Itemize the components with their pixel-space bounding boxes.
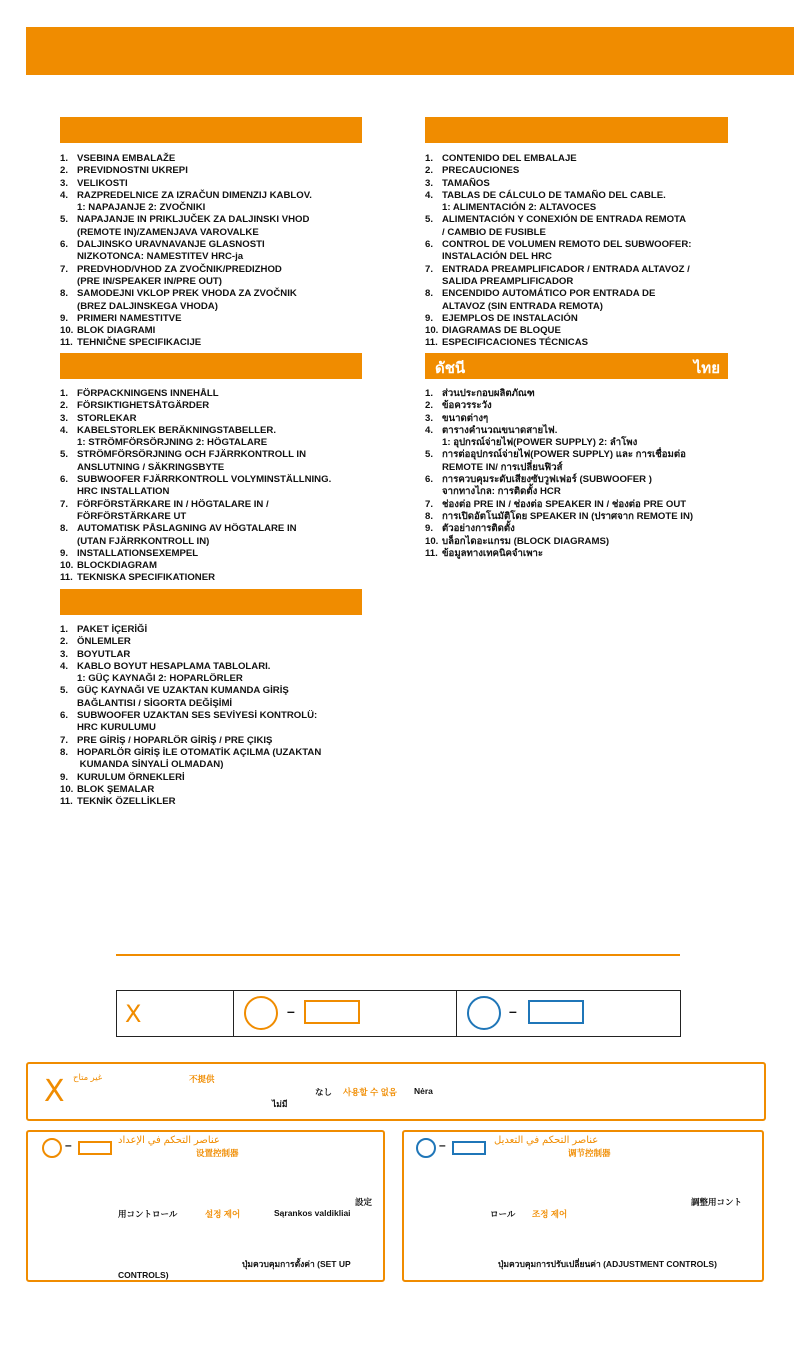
toc-item-number: 5.: [60, 214, 69, 226]
toc-item-number: 7.: [425, 263, 434, 275]
toc-item-text: ตารางคำนวณขนาดสายไฟ.: [442, 424, 558, 436]
toc-item-number: 10.: [60, 560, 74, 572]
toc-item-text: 1: ALIMENTACIÓN 2: ALTAVOCES: [442, 202, 597, 214]
toc-item: [425, 400, 785, 412]
toc-item-text: BLOCKDIAGRAM: [77, 560, 157, 572]
toc-item-text: PRECAUCIONES: [442, 165, 520, 177]
toc-item-text: 1: STRÖMFÖRSÖRJNING 2: HÖGTALARE: [77, 437, 268, 449]
toc-item-text: DALJINSKO URAVNAVANJE GLASNOSTI: [77, 239, 265, 251]
toc-item-number: 8.: [60, 746, 69, 758]
blue-circle-icon: [467, 996, 501, 1030]
note-korean: 설정 제어: [205, 1209, 241, 1219]
section-header-turkish: [60, 589, 362, 615]
toc-item-number: 1.: [60, 153, 69, 164]
toc-item-text: AUTOMATISK PÅSLAGNING AV HÖGTALARE IN: [77, 523, 297, 535]
toc-item-text: FÖRSIKTIGHETSÅTGÄRDER: [77, 400, 210, 412]
toc-item-text: ANSLUTNING / SÄKRINGSBYTE: [77, 461, 225, 473]
toc-item-text: BAĞLANTISI / SİGORTA DEĞİŞİMİ: [77, 697, 233, 709]
toc-item-number: 2.: [60, 636, 69, 648]
thai-language-label: ไทย: [693, 360, 720, 377]
toc-item-text: ALIMENTACIÓN Y CONEXIÓN DE ENTRADA REMOTA: [442, 214, 687, 226]
toc-item-number: 1.: [60, 388, 69, 399]
toc-item-text: ขนาดต่างๆ: [442, 412, 489, 424]
toc-item-number: 5.: [425, 449, 434, 461]
toc-item: [425, 523, 785, 535]
toc-item-number: 7.: [60, 734, 69, 746]
note-lithuanian: Sąrankos valdikliai: [274, 1208, 351, 1218]
toc-item: [425, 388, 785, 400]
dash-separator: –: [65, 1138, 72, 1152]
toc-item: [425, 499, 785, 511]
section-header-thai: [425, 353, 728, 379]
toc-item-number: 3.: [425, 177, 434, 189]
toc-item-text: STORLEKAR: [77, 412, 137, 424]
toc-item-number: 3.: [60, 648, 69, 660]
divider-line: [116, 954, 680, 956]
toc-item-number: 5.: [425, 214, 434, 226]
toc-item: [60, 276, 380, 288]
toc-item: [425, 474, 785, 486]
toc-item-number: 10.: [425, 535, 439, 547]
toc-item-text: VSEBINA EMBALAŽE: [77, 153, 176, 164]
toc-item-number: 9.: [60, 547, 69, 559]
toc-item-text: NAPAJANJE IN PRIKLJUČEK ZA DALJINSKI VHOD: [77, 214, 310, 226]
toc-item-number: 3.: [60, 177, 69, 189]
toc-item: [60, 710, 390, 722]
toc-item-number: 1.: [60, 624, 69, 635]
toc-item-number: 5.: [60, 685, 69, 697]
toc-item-text: บล็อกไดอะแกรม (BLOCK DIAGRAMS): [442, 535, 610, 547]
toc-item-text: FÖRPACKNINGENS INNEHÅLL: [77, 388, 219, 399]
toc-item-text: PREDVHOD/VHOD ZA ZVOČNIK/PREDIZHOD: [77, 263, 282, 275]
toc-item: [425, 413, 785, 425]
toc-item-text: ข้อมูลทางเทคนิคจำเพาะ: [442, 547, 544, 559]
toc-item-text: INSTALACIÓN DEL HRC: [442, 251, 552, 263]
toc-item: [425, 276, 745, 288]
toc-item: [60, 511, 390, 523]
toc-item-text: RAZPREDELNICE ZA IZRAČUN DIMENZIJ KABLOV.: [77, 189, 312, 201]
toc-item: [425, 251, 745, 263]
toc-item: [425, 165, 745, 177]
toc-item-text: / CAMBIO DE FUSIBLE: [442, 226, 546, 238]
toc-item-text: TAMAÑOS: [442, 177, 490, 189]
dash-separator: –: [287, 1003, 295, 1019]
toc-item-text: ÖNLEMLER: [77, 636, 131, 648]
note-japanese-a: 調整用コント: [691, 1197, 743, 1207]
toc-item: [60, 523, 390, 535]
toc-item-number: 4.: [425, 424, 434, 436]
toc-item: [425, 536, 785, 548]
toc-item-number: 7.: [60, 498, 69, 510]
toc-item-text: (UTAN FJÄRRKONTROLL IN): [77, 535, 210, 547]
toc-item-text: 1: NAPAJANJE 2: ZVOČNIKI: [77, 202, 206, 214]
toc-item: [60, 486, 390, 498]
toc-item-text: PRIMERI NAMESTITVE: [77, 312, 182, 324]
toc-item-number: 10.: [60, 325, 74, 337]
toc-item-text: VELIKOSTI: [77, 177, 128, 189]
toc-item-text: TEKNISKA SPECIFIKATIONER: [77, 572, 216, 584]
orange-rect-icon: [304, 1000, 360, 1024]
toc-item: [60, 747, 390, 759]
note-japanese-a: 設定: [355, 1197, 373, 1207]
toc-item-text: KABELSTORLEK BERÄKNINGSTABELLER.: [77, 424, 276, 436]
toc-item: [60, 400, 390, 412]
toc-item-text: การเปิดอัตโนมัติโดย SPEAKER IN (ปราศจาก REMOTE IN): [442, 510, 694, 522]
dash-separator: –: [439, 1138, 446, 1152]
toc-item: [425, 425, 785, 437]
blue-rect-icon: [528, 1000, 584, 1024]
toc-item: [60, 685, 390, 697]
toc-item: [60, 784, 390, 796]
note-none-jp: なし: [315, 1087, 333, 1097]
toc-item-text: KURULUM ÖRNEKLERİ: [77, 771, 185, 783]
toc-item-text: ALTAVOZ (SIN ENTRADA REMOTA): [442, 300, 603, 312]
toc-item: [60, 313, 380, 325]
toc-item-number: 3.: [60, 412, 69, 424]
legend-cell-set-up: [234, 991, 457, 1036]
toc-item-text: (REMOTE IN)/ZAMENJAVA VAROVALKE: [77, 226, 259, 238]
toc-item-text: NIZKOTONCA: NAMESTITEV HRC-ja: [77, 251, 244, 263]
toc-item-number: 4.: [60, 189, 69, 201]
toc-item: [60, 190, 380, 202]
toc-item-text: DIAGRAMAS DE BLOQUE: [442, 325, 561, 337]
toc-item: [60, 449, 390, 461]
toc-item: [425, 153, 745, 165]
x-icon: X: [44, 1074, 65, 1109]
toc-item-number: 9.: [60, 312, 69, 324]
toc-item: [60, 251, 380, 263]
toc-item-number: 2.: [60, 165, 69, 177]
toc-item-number: 8.: [60, 523, 69, 535]
toc-item: [60, 388, 390, 400]
toc-item-text: BOYUTLAR: [77, 648, 131, 660]
note-japanese-b: 用コントロール: [118, 1209, 178, 1219]
note-adjustment-controls: [402, 1130, 764, 1282]
toc-item: [60, 165, 380, 177]
toc-item: [60, 673, 390, 685]
toc-item-text: TABLAS DE CÁLCULO DE TAMAÑO DEL CABLE.: [442, 189, 666, 201]
toc-item-text: SAMODEJNI VKLOP PREK VHODA ZA ZVOČNIK: [77, 288, 297, 300]
toc-item-text: PREVIDNOSTNI UKREPI: [77, 165, 188, 177]
toc-item: [60, 560, 390, 572]
note-thai: ปุ่มควบคุมการตั้งค่า (SET UP: [242, 1259, 351, 1269]
toc-item: [60, 202, 380, 214]
toc-item-text: 1: GÜÇ KAYNAĞI 2: HOPARLÖRLER: [77, 673, 243, 685]
toc-item-text: PRE GİRİŞ / HOPARLÖR GİRİŞ / PRE ÇIKIŞ: [77, 734, 273, 746]
legend-cell-adjustment: [457, 991, 680, 1036]
toc-item: [425, 301, 745, 313]
toc-item-number: 7.: [425, 498, 434, 510]
toc-item-number: 10.: [60, 783, 74, 795]
toc-spanish: [425, 153, 745, 350]
toc-item-text: BLOK DIAGRAMI: [77, 325, 156, 337]
toc-item-number: 2.: [425, 165, 434, 177]
toc-item-text: STRÖMFÖRSÖRJNING OCH FJÄRRKONTROLL IN: [77, 449, 307, 461]
toc-item-number: 10.: [425, 325, 439, 337]
toc-item-text: FÖRFÖRSTÄRKARE IN / HÖGTALARE IN /: [77, 498, 269, 510]
toc-item-text: การควบคุมระดับเสียงซับวูฟเฟอร์ (SUBWOOFER ): [442, 474, 652, 486]
toc-item-number: 11.: [425, 337, 438, 349]
toc-item-number: 1.: [425, 388, 434, 399]
toc-item-text: FÖRFÖRSTÄRKARE UT: [77, 510, 187, 522]
toc-item-text: KABLO BOYUT HESAPLAMA TABLOLARI.: [77, 660, 271, 672]
toc-item: [425, 486, 785, 498]
toc-item: [60, 325, 380, 337]
note-thai: ไม่มี: [272, 1099, 288, 1109]
toc-item-text: ส่วนประกอบผลิตภัณฑ: [442, 388, 535, 399]
toc-item: [60, 462, 390, 474]
toc-item-text: KUMANDA SİNYALİ OLMADAN): [77, 759, 224, 771]
toc-item-text: ตัวอย่างการติดตั้ง: [442, 523, 515, 535]
toc-item: [60, 499, 390, 511]
toc-item-number: 11.: [60, 572, 73, 584]
note-chinese: 调节控制器: [568, 1148, 611, 1158]
toc-item-text: CONTROL DE VOLUMEN REMOTO DEL SUBWOOFER:: [442, 239, 692, 251]
toc-item-text: GÜÇ KAYNAĞI VE UZAKTAN KUMANDA GİRİŞ: [77, 685, 289, 697]
toc-item: [60, 288, 380, 300]
toc-item-number: 11.: [60, 337, 73, 349]
toc-item: [425, 227, 745, 239]
toc-item-text: (PRE IN/SPEAKER IN/PRE OUT): [77, 275, 222, 287]
toc-item: [60, 153, 380, 165]
toc-swedish: [60, 388, 390, 585]
note-chinese: 设置控制器: [196, 1148, 239, 1158]
toc-item: [60, 722, 390, 734]
toc-item-text: 1: อุปกรณ์จ่ายไฟ(POWER SUPPLY) 2: ลำโพง: [442, 437, 638, 449]
toc-item: [60, 759, 390, 771]
toc-item-text: ช่องต่อ PRE IN / ช่องต่อ SPEAKER IN / ช่องต่อ PRE OUT: [442, 498, 687, 510]
toc-item-text: BLOK ŞEMALAR: [77, 783, 155, 795]
toc-item: [425, 337, 745, 349]
toc-item-text: SUBWOOFER FJÄRRKONTROLL VOLYMINSTÄLLNING.: [77, 474, 332, 486]
toc-item: [60, 413, 390, 425]
toc-item-text: SUBWOOFER UZAKTAN SES SEVİYESİ KONTROLÜ:: [77, 710, 318, 722]
note-thai: ปุ่มควบคุมการปรับเปลี่ยนค่า (ADJUSTMENT CONTROLS): [498, 1259, 717, 1269]
toc-item: [60, 649, 390, 661]
note-chinese: 不提供: [189, 1074, 215, 1084]
thai-index-title: ดัชนี: [435, 360, 466, 377]
toc-item: [60, 735, 390, 747]
toc-item-text: ESPECIFICACIONES TÉCNICAS: [442, 337, 589, 349]
toc-item: [425, 239, 745, 251]
orange-circle-icon: [244, 996, 278, 1030]
toc-item: [60, 572, 390, 584]
toc-item-number: 9.: [60, 771, 69, 783]
blue-circle-icon: [416, 1138, 436, 1158]
toc-item: [60, 301, 380, 313]
toc-item-text: HRC INSTALLATION: [77, 486, 170, 498]
toc-item-number: 2.: [60, 400, 69, 412]
toc-item-text: SALIDA PREAMPLIFICADOR: [442, 275, 574, 287]
toc-item-number: 7.: [60, 263, 69, 275]
toc-item-number: 5.: [60, 449, 69, 461]
toc-item: [60, 474, 390, 486]
x-icon: X: [125, 1000, 142, 1028]
toc-item: [60, 624, 390, 636]
toc-item-text: REMOTE IN/ การเปลี่ยนฟิวส์: [442, 461, 563, 473]
toc-item: [60, 548, 390, 560]
toc-item-number: 9.: [425, 523, 434, 535]
toc-item: [60, 536, 390, 548]
legend-cell-not-available: [117, 991, 234, 1036]
section-header-swedish: [60, 353, 362, 379]
toc-item: [60, 239, 380, 251]
toc-item: [425, 178, 745, 190]
toc-item-text: การต่ออุปกรณ์จ่ายไฟ(POWER SUPPLY) และ การเชื่อมต่อ: [442, 449, 686, 461]
toc-item-text: EJEMPLOS DE INSTALACIÓN: [442, 312, 578, 324]
toc-item-text: ข้อควรระวัง: [442, 400, 492, 412]
toc-item-number: 11.: [60, 796, 73, 808]
toc-item-number: 8.: [60, 288, 69, 300]
toc-item-number: 3.: [425, 412, 434, 424]
toc-item-number: 8.: [425, 510, 434, 522]
toc-item-text: ENTRADA PREAMPLIFICADOR / ENTRADA ALTAVOZ /: [442, 263, 690, 275]
toc-item-number: 6.: [425, 474, 434, 486]
dash-separator: –: [509, 1003, 517, 1019]
toc-item-text: PAKET İÇERİĞİ: [77, 624, 148, 635]
toc-item-number: 8.: [425, 288, 434, 300]
note-lithuanian: Nėra: [414, 1086, 433, 1096]
section-header-slovenian: [60, 117, 362, 143]
toc-item-text: TEHNIČNE SPECIFIKACIJE: [77, 337, 202, 349]
toc-item-text: จากทางไกล: การติดตั้ง HCR: [442, 486, 561, 498]
toc-item-number: 6.: [425, 239, 434, 251]
toc-item: [425, 202, 745, 214]
toc-item-text: HRC KURULUMU: [77, 722, 156, 734]
toc-item-number: 11.: [425, 547, 438, 559]
note-arabic: غير متاح: [73, 1072, 103, 1082]
toc-item: [60, 772, 390, 784]
toc-item: [425, 264, 745, 276]
toc-item: [425, 190, 745, 202]
toc-item-text: TEKNİK ÖZELLİKLER: [77, 796, 176, 808]
toc-thai: [425, 388, 785, 560]
toc-item-number: 4.: [60, 660, 69, 672]
toc-item: [425, 288, 745, 300]
toc-item: [60, 337, 380, 349]
toc-item-number: 4.: [60, 424, 69, 436]
toc-item: [425, 511, 785, 523]
toc-slovenian: [60, 153, 380, 350]
toc-item-number: 6.: [60, 710, 69, 722]
toc-turkish: [60, 624, 390, 808]
toc-item-number: 1.: [425, 153, 434, 164]
toc-item-number: 9.: [425, 312, 434, 324]
toc-item-number: 4.: [425, 189, 434, 201]
blue-rect-icon: [452, 1141, 486, 1155]
toc-item: [425, 437, 785, 449]
toc-item-number: 6.: [60, 474, 69, 486]
toc-item: [60, 661, 390, 673]
note-set-up-controls: [26, 1130, 385, 1282]
toc-item: [425, 449, 785, 461]
toc-item: [60, 698, 390, 710]
orange-circle-icon: [42, 1138, 62, 1158]
toc-item-text: INSTALLATIONSEXEMPEL: [77, 547, 199, 559]
toc-item: [60, 178, 380, 190]
note-korean: 조정 제어: [532, 1209, 568, 1219]
orange-rect-icon: [78, 1141, 112, 1155]
note-not-available: [26, 1062, 766, 1121]
top-banner: [26, 27, 794, 75]
note-thai-2: CONTROLS): [118, 1270, 169, 1280]
note-arabic: عناصر التحكم في الإعداد: [118, 1135, 220, 1146]
toc-item: [425, 214, 745, 226]
note-korean: 사용할 수 없음: [343, 1087, 397, 1097]
toc-item: [60, 214, 380, 226]
note-arabic: عناصر التحكم في التعديل: [494, 1135, 599, 1146]
toc-item: [425, 548, 785, 560]
note-japanese-b: ロール: [490, 1209, 516, 1219]
toc-item: [60, 264, 380, 276]
section-header-spanish: [425, 117, 728, 143]
toc-item-text: ENCENDIDO AUTOMÁTICO POR ENTRADA DE: [442, 288, 656, 300]
toc-item-text: (BREZ DALJINSKEGA VHODA): [77, 300, 218, 312]
toc-item: [60, 227, 380, 239]
control-legend-table: [116, 990, 681, 1037]
toc-item: [425, 462, 785, 474]
toc-item-number: 2.: [425, 400, 434, 412]
toc-item: [60, 636, 390, 648]
toc-item: [425, 325, 745, 337]
toc-item: [425, 313, 745, 325]
toc-item-text: CONTENIDO DEL EMBALAJE: [442, 153, 577, 164]
toc-item-number: 6.: [60, 239, 69, 251]
toc-item: [60, 437, 390, 449]
toc-item: [60, 796, 390, 808]
toc-item-text: HOPARLÖR GİRİŞ İLE OTOMATİK AÇILMA (UZAKTAN: [77, 746, 322, 758]
toc-item: [60, 425, 390, 437]
